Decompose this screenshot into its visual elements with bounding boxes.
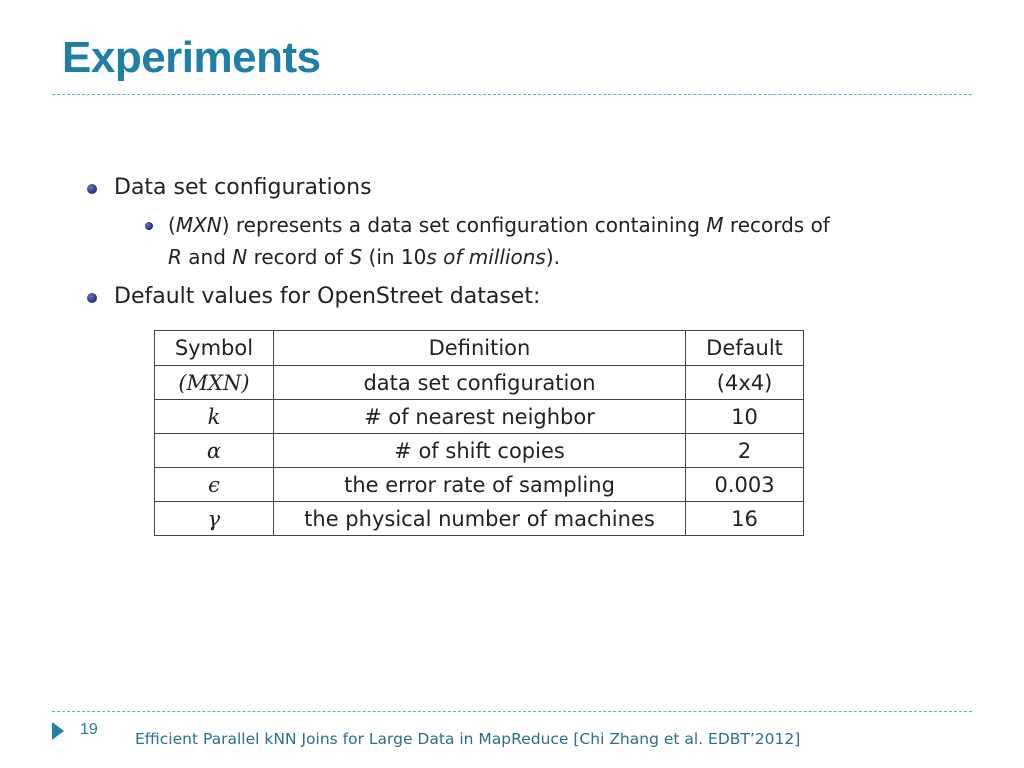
table-row xyxy=(155,434,804,468)
cell-default: 10 xyxy=(686,400,804,434)
table-row xyxy=(155,366,804,400)
slide-title: Experiments xyxy=(62,33,321,82)
page-number: 19 xyxy=(80,721,98,738)
cell-definition: the physical number of machines xyxy=(273,502,685,536)
table-row xyxy=(155,400,804,434)
header-default: Default xyxy=(686,331,804,366)
cell-default: 2 xyxy=(686,434,804,468)
cell-definition: # of shift copies xyxy=(273,434,685,468)
bullet-default-values: Default values for OpenStreet dataset: xyxy=(114,284,541,309)
cell-default: (4x4) xyxy=(686,366,804,400)
sub-bullet-line-1: (MXN) represents a data set configuration containing M records of xyxy=(168,213,830,237)
cell-symbol: (MXN) xyxy=(155,366,274,400)
bullet-icon xyxy=(87,184,97,194)
table-row xyxy=(155,502,804,536)
footer-citation: Efficient Parallel kNN Joins for Large Data in MapReduce [Chi Zhang et al. EDBT’2012] xyxy=(135,730,801,748)
play-arrow-icon xyxy=(52,722,64,740)
cell-symbol: γ xyxy=(155,502,274,536)
cell-default: 0.003 xyxy=(686,468,804,502)
header-symbol: Symbol xyxy=(155,331,274,366)
cell-default: 16 xyxy=(686,502,804,536)
cell-definition: data set configuration xyxy=(273,366,685,400)
cell-definition: the error rate of sampling xyxy=(273,468,685,502)
bullet-icon xyxy=(87,293,97,303)
cell-definition: # of nearest neighbor xyxy=(273,400,685,434)
cell-symbol: k xyxy=(155,400,274,434)
header-definition: Definition xyxy=(273,331,685,366)
default-values-table xyxy=(154,330,804,536)
sub-bullet-line-2: R and N record of S (in 10s of millions). xyxy=(168,245,561,269)
bullet-data-set-configurations: Data set configurations xyxy=(114,175,372,200)
sub-bullet-icon xyxy=(145,222,153,230)
cell-symbol: α xyxy=(155,434,274,468)
table-header-row xyxy=(155,331,804,366)
cell-symbol: ϵ xyxy=(155,468,274,502)
footer-divider xyxy=(52,711,972,712)
table-row xyxy=(155,468,804,502)
